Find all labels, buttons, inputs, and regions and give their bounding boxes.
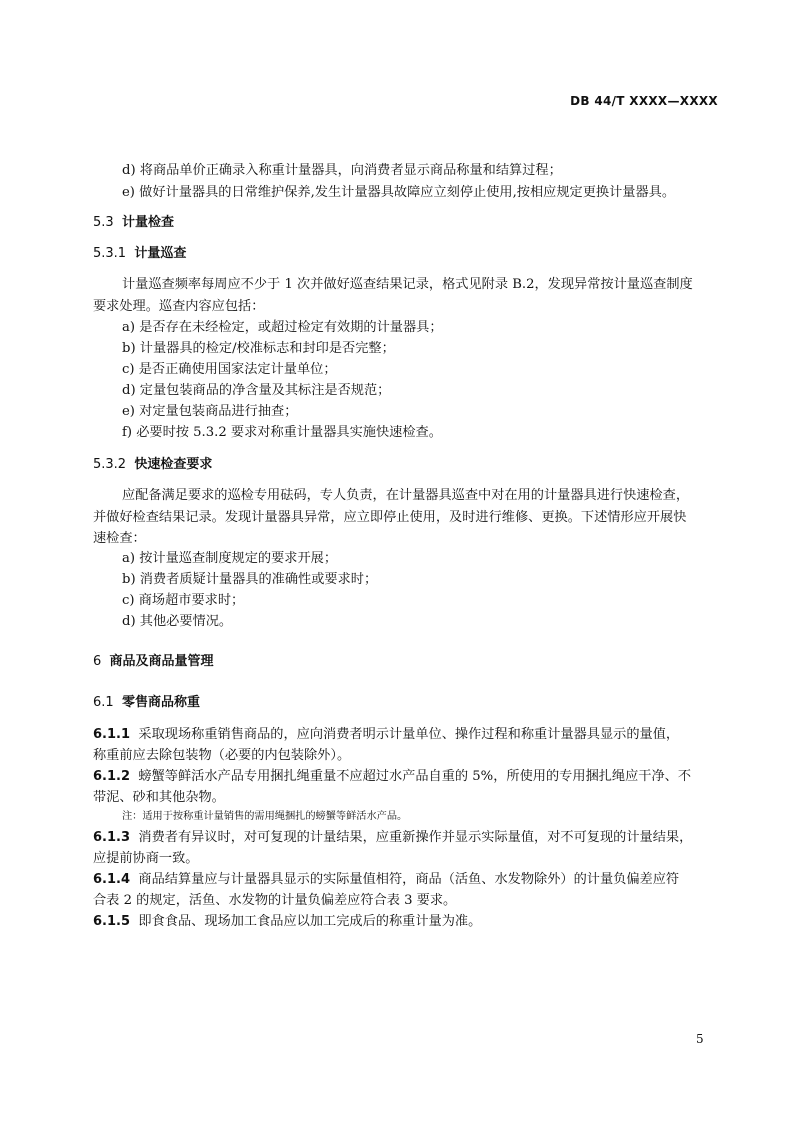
section-title: 计量巡查 xyxy=(134,246,187,261)
clause-number: 6.1.4 xyxy=(93,872,131,887)
clause-6-1-2 xyxy=(93,768,691,786)
list-item: c) 是否正确使用国家法定计量单位； xyxy=(122,362,337,377)
section-number: 5.3 xyxy=(93,215,114,230)
clause-continuation: 应提前协商一致。 xyxy=(93,851,199,866)
clause-6-1-1 xyxy=(93,726,679,744)
clause-continuation: 合表 2 的规定，活鱼、水发物的计量负偏差应符合表 3 要求。 xyxy=(93,893,457,908)
list-item: e) 对定量包装商品进行抽查； xyxy=(122,404,298,419)
paragraph-line: 并做好检查结果记录。发现计量器具异常，应立即停止使用，及时进行维修、更换。下述情形应开展快 xyxy=(93,510,687,525)
list-item-d: d) 将商品单价正确录入称重计量器具，向消费者显示商品称量和结算过程； xyxy=(122,163,562,178)
section-number: 5.3.2 xyxy=(93,457,127,472)
clause-6-1-5 xyxy=(93,913,481,931)
list-item: f) 必要时按 5.3.2 要求对称重计量器具实施快速检查。 xyxy=(122,425,442,440)
paragraph-line: 要求处理。巡查内容应包括： xyxy=(93,299,265,314)
section-heading-5-3 xyxy=(93,214,174,232)
clause-text: 螃蟹等鲜活水产品专用捆扎绳重量不应超过水产品自重的 5%，所使用的专用捆扎绳应干净、不 xyxy=(138,769,692,784)
clause-number: 6.1.5 xyxy=(93,914,131,929)
clause-number: 6.1.3 xyxy=(93,830,131,845)
list-item: a) 按计量巡查制度规定的要求开展； xyxy=(122,551,338,566)
section-heading-5-3-1 xyxy=(93,245,186,263)
list-item: d) 其他必要情况。 xyxy=(122,614,233,629)
section-title: 计量检查 xyxy=(121,215,174,230)
paragraph-line: 应配备满足要求的巡检专用砝码，专人负责，在计量器具巡查中对在用的计量器具进行快速检查， xyxy=(122,488,690,503)
document-code-header: DB 44/T XXXX—XXXX xyxy=(570,94,718,108)
list-item: d) 定量包装商品的净含量及其标注是否规范； xyxy=(122,383,391,398)
clause-continuation: 称重前应去除包装物（必要的内包装除外）。 xyxy=(93,748,351,763)
clause-number: 6.1.2 xyxy=(93,769,131,784)
paragraph-line: 计量巡查频率每周应不少于 1 次并做好巡查结果记录，格式见附录 B.2，发现异常按计量巡查制度 xyxy=(122,277,693,292)
section-number: 6.1 xyxy=(93,695,114,710)
list-item: b) 计量器具的检定/校准标志和封印是否完整； xyxy=(122,341,395,356)
section-title: 快速检查要求 xyxy=(134,457,213,472)
clause-text: 采取现场称重销售商品的，应向消费者明示计量单位、操作过程和称重计量器具显示的量值， xyxy=(138,727,680,742)
clause-6-1-3 xyxy=(93,829,692,847)
note-text: 注：适用于按称重计量销售的需用绳捆扎的螃蟹等鲜活水产品。 xyxy=(122,811,408,822)
section-number: 5.3.1 xyxy=(93,246,127,261)
paragraph-line: 速检查： xyxy=(93,531,146,546)
section-title: 零售商品称重 xyxy=(121,695,200,710)
section-heading-5-3-2 xyxy=(93,456,212,474)
clause-text: 即食食品、现场加工食品应以加工完成后的称重计量为准。 xyxy=(138,914,482,929)
clause-continuation: 带泥、砂和其他杂物。 xyxy=(93,790,225,805)
section-heading-6-1 xyxy=(93,694,200,712)
clause-6-1-4 xyxy=(93,871,679,889)
list-item-e: e) 做好计量器具的日常维护保养,发生计量器具故障应立刻停止使用,按相应规定更换计量器具。 xyxy=(122,185,676,200)
section-title: 商品及商品量管理 xyxy=(109,654,214,669)
section-number: 6 xyxy=(93,654,102,669)
clause-text: 消费者有异议时，对可复现的计量结果，应重新操作并显示实际量值，对不可复现的计量结果， xyxy=(138,830,693,845)
page-number: 5 xyxy=(696,1032,704,1046)
section-heading-6 xyxy=(93,653,214,671)
list-item: a) 是否存在未经检定，或超过检定有效期的计量器具； xyxy=(122,320,443,335)
list-item: c) 商场超市要求时； xyxy=(122,593,245,608)
clause-number: 6.1.1 xyxy=(93,727,131,742)
clause-text: 商品结算量应与计量器具显示的实际量值相符，商品（活鱼、水发物除外）的计量负偏差应符 xyxy=(138,872,680,887)
list-item: b) 消费者质疑计量器具的准确性或要求时； xyxy=(122,572,378,587)
